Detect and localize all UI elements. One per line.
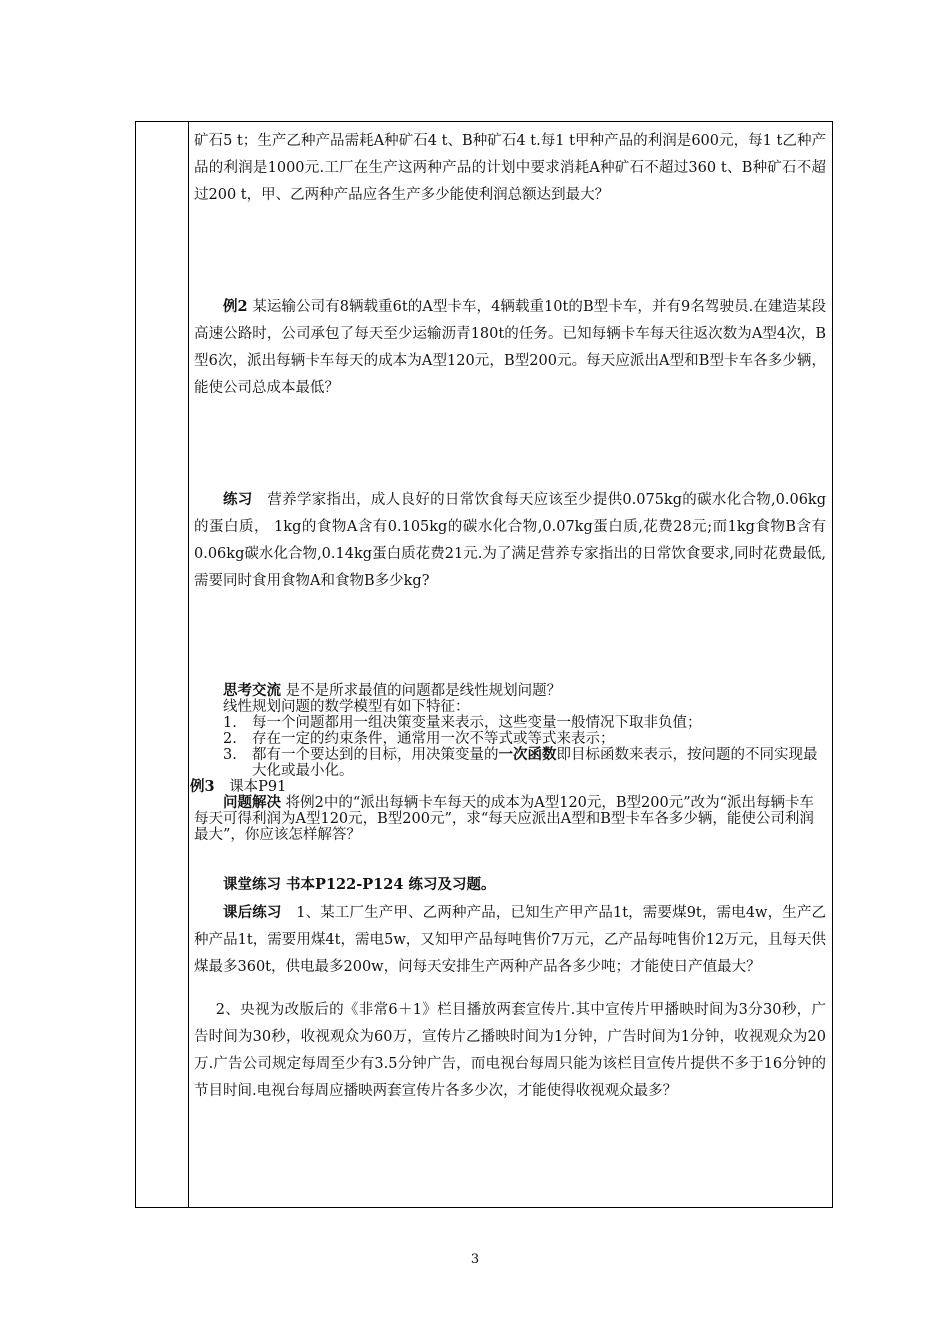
think-heading [194, 683, 826, 699]
problem-continuation: 矿石5 t；生产乙种产品需耗A种矿石4 t、B种矿石4 t.每1 t甲种产品的利润是600元，每1 t乙种产品的利润是1000元.工厂在生产这两种产品的计划中要求消耗A种矿石不超过360 t、B种矿石不超过200 t，甲、乙两种产品应各生产多少能使利润总额达到最大？ [194, 133, 826, 203]
exercise-label: 练习 [223, 491, 253, 508]
homework-text: 1、某工厂生产甲、乙两种产品，已知生产甲产品1t，需要煤9t，需电4w，生产乙种产品1t，需要用煤4t，需电5w，又知甲产品每吨售价7万元，乙产品每吨售价12万元，且每天供煤最多360t，供电最多200w，问每天安排生产两种产品各多少吨；才能使日产值最大？ [194, 905, 827, 975]
list-item: 2. 存在一定的约束条件，通常用一次不等式或等式来表示； [223, 731, 615, 747]
homework-1 [194, 899, 826, 981]
think-section [194, 683, 826, 779]
example-2-label: 例2 [223, 298, 248, 315]
left-column [136, 122, 189, 1207]
problem-solving [194, 795, 826, 843]
example-3-text: 课本P91 [214, 779, 287, 795]
example-3-label: 例3 [190, 778, 215, 795]
list-item: 1. 每一个问题都用一组决策变量来表示，这些变量一般情况下取非负值； [223, 715, 702, 731]
homework-label: 课后练习 [223, 904, 282, 921]
class-practice-label: 课堂练习 [223, 876, 281, 893]
content-table [135, 121, 833, 1208]
content-cell [190, 128, 827, 1105]
homework-2: 2、央视为改版后的《非常6＋1》栏目播放两套宣传片.其中宣传片甲播映时间为3分30秒，广告时间为30秒，收视观众为60万，宣传片乙播映时间为1分钟，广告时间为1分钟，收视观众为20万.广告公司规定每周至少有3.5分钟广告，而电视台每周只能为该栏目宣传片提供不多于16分钟的节目时间.电视台每周应播映两套宣传片各多少次，才能使得收视观众最多？ [194, 1002, 826, 1099]
page-number: 3 [470, 1252, 480, 1267]
example-2-text: 某运输公司有8辆载重6t的A型卡车，4辆载重10t的B型卡车，并有9名驾驶员.在建造某段高速公路时，公司承包了每天至少运输沥青180t的任务。已知每辆卡车每天往返次数为A型4次，B型6次，派出每辆卡车每天的成本为A型120元，B型200元。每天应派出A型和B型卡车各多少辆，能使公司总成本最低？ [194, 299, 826, 396]
think-label: 思考交流 [223, 682, 281, 699]
list-item: 3. 都有一个要达到的目标，用决策变量的一次函数即目标函数来表示，按问题的不同实现最大化或最小化。 [223, 746, 818, 779]
example-3 [190, 779, 826, 795]
class-practice-text: 书本P122-P124 练习及习题。 [281, 876, 496, 893]
exercise [194, 486, 826, 595]
problem-solving-label: 问题解决 [223, 794, 281, 811]
think-intro: 线性规划问题的数学模型有如下特征： [223, 699, 470, 715]
think-question: 是不是所求最值的问题都是线性规划问题？ [281, 683, 562, 699]
class-practice [194, 871, 826, 899]
exercise-text: 营养学家指出，成人良好的日常饮食每天应该至少提供0.075kg的碳水化合物,0.06kg的蛋白质， 1kg的食物A含有0.105kg的碳水化合物,0.07kg蛋白质,花费28元;而1kg食物B含有0.06kg碳水化合物,0.14kg蛋白质花费21元.为了满足营养专家指出的日常饮食要求,同时花费最低,需要同时食用食物A和食物B多少kg? [194, 492, 827, 589]
example-2 [194, 293, 826, 402]
problem-solving-text: 将例2中的“派出每辆卡车每天的成本为A型120元，B型200元”改为“派出每辆卡车每天可得利润为A型120元，B型200元”，求“每天应派出A型和B型卡车各多少辆，能使公司利润最大”，你应该怎样解答？ [194, 795, 815, 843]
